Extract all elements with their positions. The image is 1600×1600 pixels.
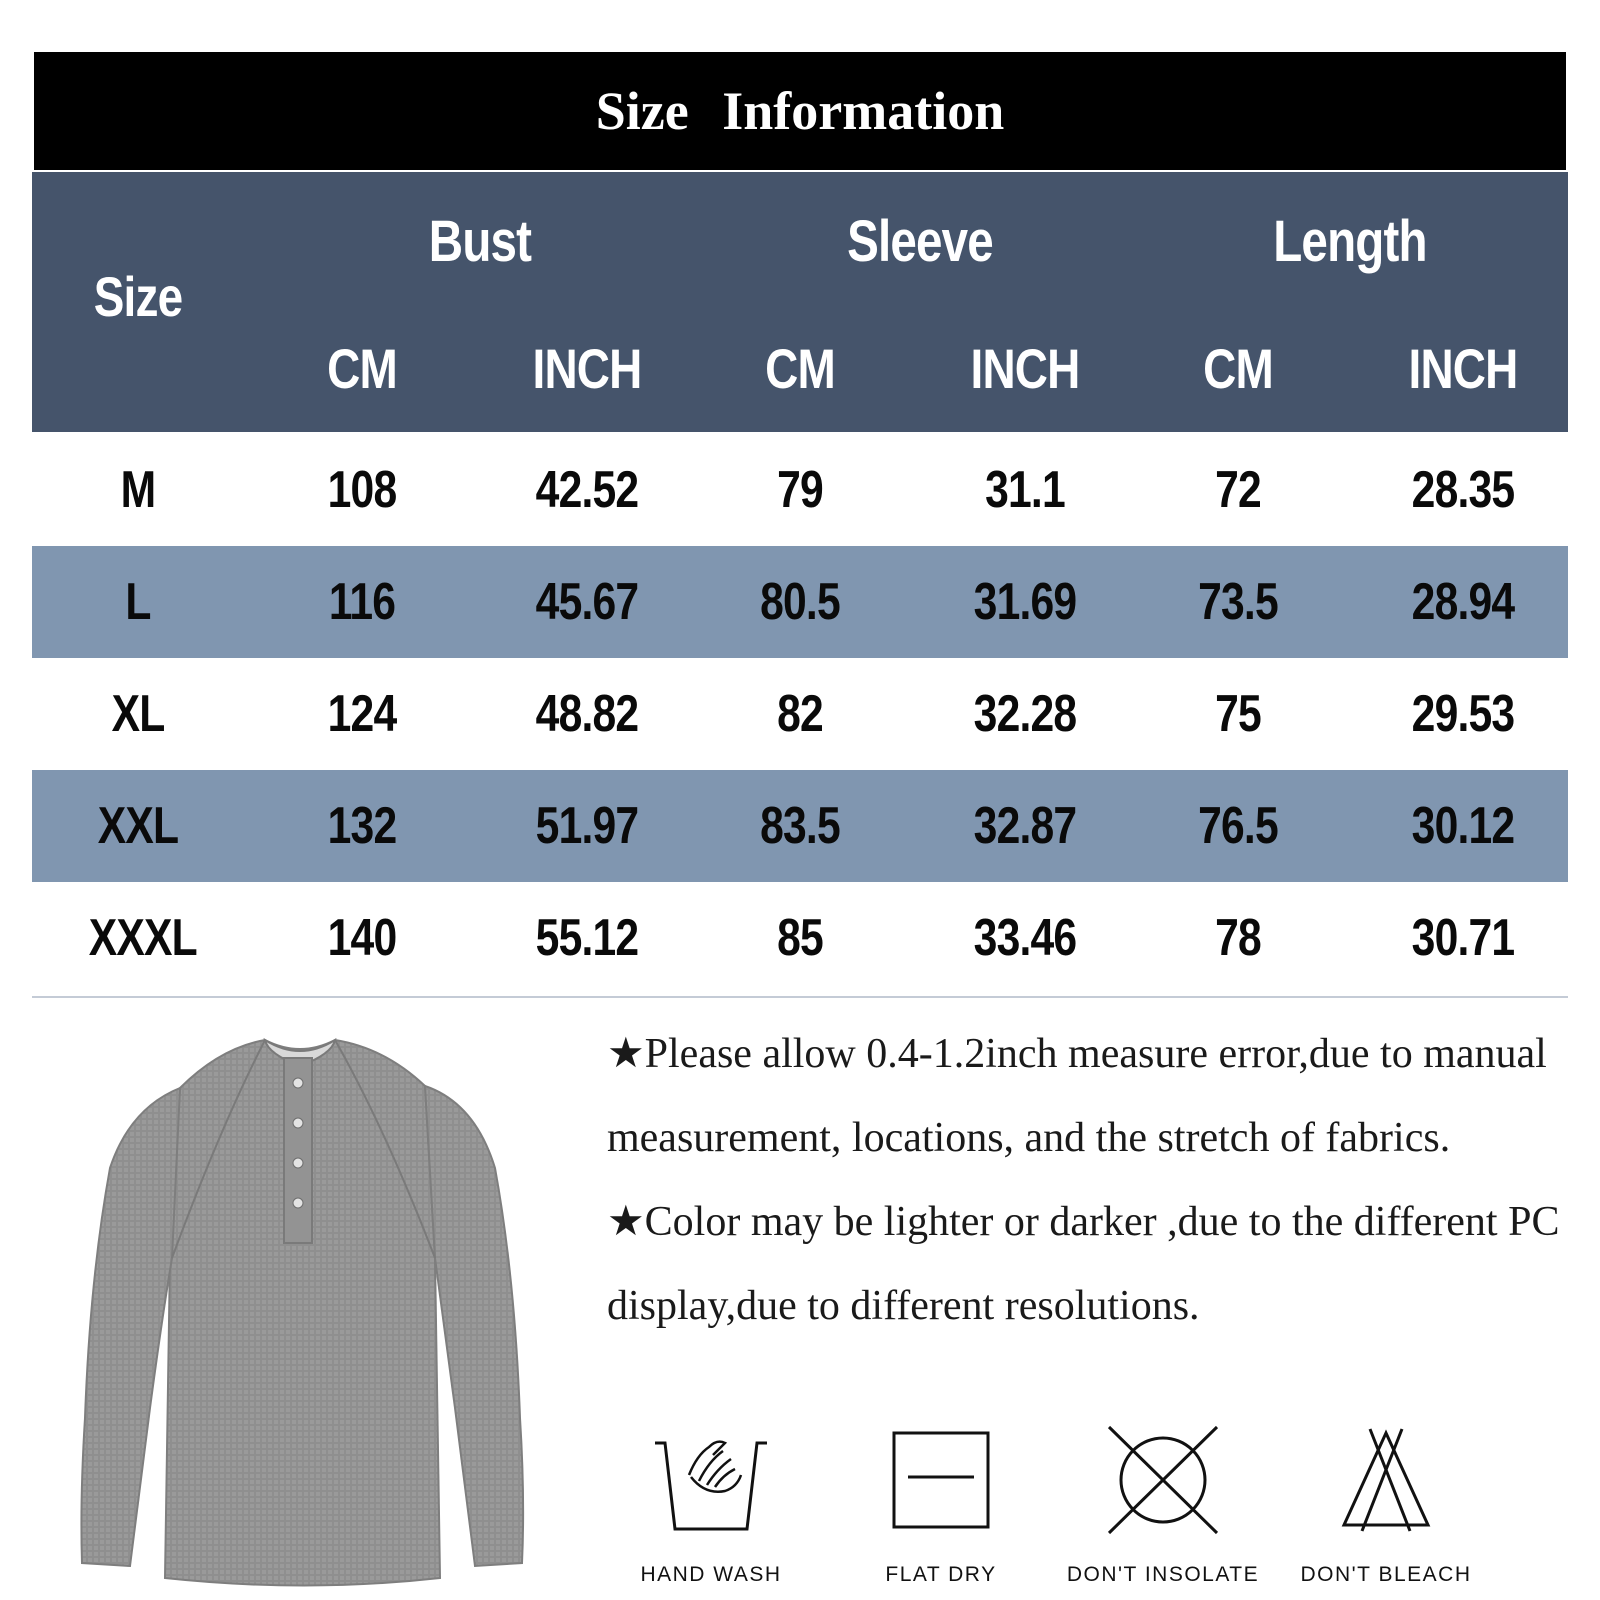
page-title: Size Information [595,81,1005,141]
sleeve-group-header: Sleeve [847,209,993,274]
care-label: DON'T INSOLATE [1066,1563,1260,1586]
no-bleach-icon [1336,1425,1436,1535]
length-cm-cell: 76.5 [1198,797,1278,855]
length-cm-cell: 73.5 [1198,573,1278,631]
bust-cm-cell: 140 [327,909,397,967]
care-label: HAND WASH [640,1563,782,1586]
size-cell: XXXL [88,909,197,967]
sleeve-cm-cell: 80.5 [760,573,840,631]
sleeve-inch-header: INCH [970,337,1080,400]
care-dont-bleach [1286,1425,1486,1587]
bust-cm-header: CM [327,337,397,400]
care-label: DON'T BLEACH [1300,1563,1472,1586]
care-hand-wash [611,1425,811,1587]
length-inch-header: INCH [1408,337,1518,400]
length-inch-cell: 30.12 [1411,797,1515,855]
sleeve-cm-cell: 85 [777,909,823,967]
bust-inch-cell: 55.12 [535,909,639,967]
bust-cm-cell: 124 [327,685,397,743]
length-cm-header: CM [1203,337,1273,400]
length-cm-cell: 75 [1215,685,1261,743]
sleeve-inch-cell: 31.1 [985,461,1065,519]
table-row [32,434,1568,546]
sleeve-cm-cell: 79 [777,461,823,519]
color-note: ★Color may be lighter or darker ,due to the different PC display,due to different resolutions. [607,1199,1560,1329]
size-cell: L [125,573,151,631]
care-flat-dry [841,1425,1041,1587]
table-row [32,658,1568,770]
title-bar [34,52,1566,170]
care-label: FLAT DRY [885,1563,997,1586]
bust-cm-cell: 132 [327,797,397,855]
no-sun-icon [1103,1425,1223,1535]
length-group-header: Length [1273,209,1427,274]
henley-shirt-image [70,1018,540,1590]
sleeve-cm-header: CM [765,337,835,400]
bust-inch-cell: 48.82 [535,685,639,743]
notes [607,1012,1567,1348]
sleeve-cm-cell: 83.5 [760,797,840,855]
sleeve-inch-cell: 32.28 [973,685,1077,743]
hand-wash-icon [651,1425,771,1535]
bust-group-header: Bust [428,209,532,274]
size-cell: M [120,461,156,519]
sleeve-inch-cell: 31.69 [973,573,1077,631]
table-row [32,770,1568,882]
length-cm-cell: 78 [1215,909,1261,967]
bust-inch-cell: 45.67 [535,573,639,631]
table-header [32,172,1568,432]
size-cell: XXL [97,797,179,855]
table-bottom-divider [32,996,1568,998]
bust-inch-header: INCH [532,337,642,400]
bust-cm-cell: 108 [327,461,397,519]
measure-error-note: ★Please allow 0.4-1.2inch measure error,due to manual measurement, locations, and the stretch of fabrics. [607,1031,1547,1161]
length-inch-cell: 29.53 [1411,685,1515,743]
bust-inch-cell: 51.97 [535,797,639,855]
sleeve-inch-cell: 32.87 [973,797,1077,855]
table-row [32,882,1568,994]
length-cm-cell: 72 [1215,461,1261,519]
care-dont-insolate [1063,1425,1263,1587]
table-row [32,546,1568,658]
bust-inch-cell: 42.52 [535,461,639,519]
sleeve-inch-cell: 33.46 [973,909,1077,967]
length-inch-cell: 30.71 [1411,909,1515,967]
sleeve-cm-cell: 82 [777,685,823,743]
flat-dry-icon [886,1425,996,1535]
length-inch-cell: 28.94 [1411,573,1515,631]
bust-cm-cell: 116 [328,573,396,631]
size-column-header: Size [93,265,183,328]
length-inch-cell: 28.35 [1411,461,1515,519]
size-cell: XL [111,685,165,743]
